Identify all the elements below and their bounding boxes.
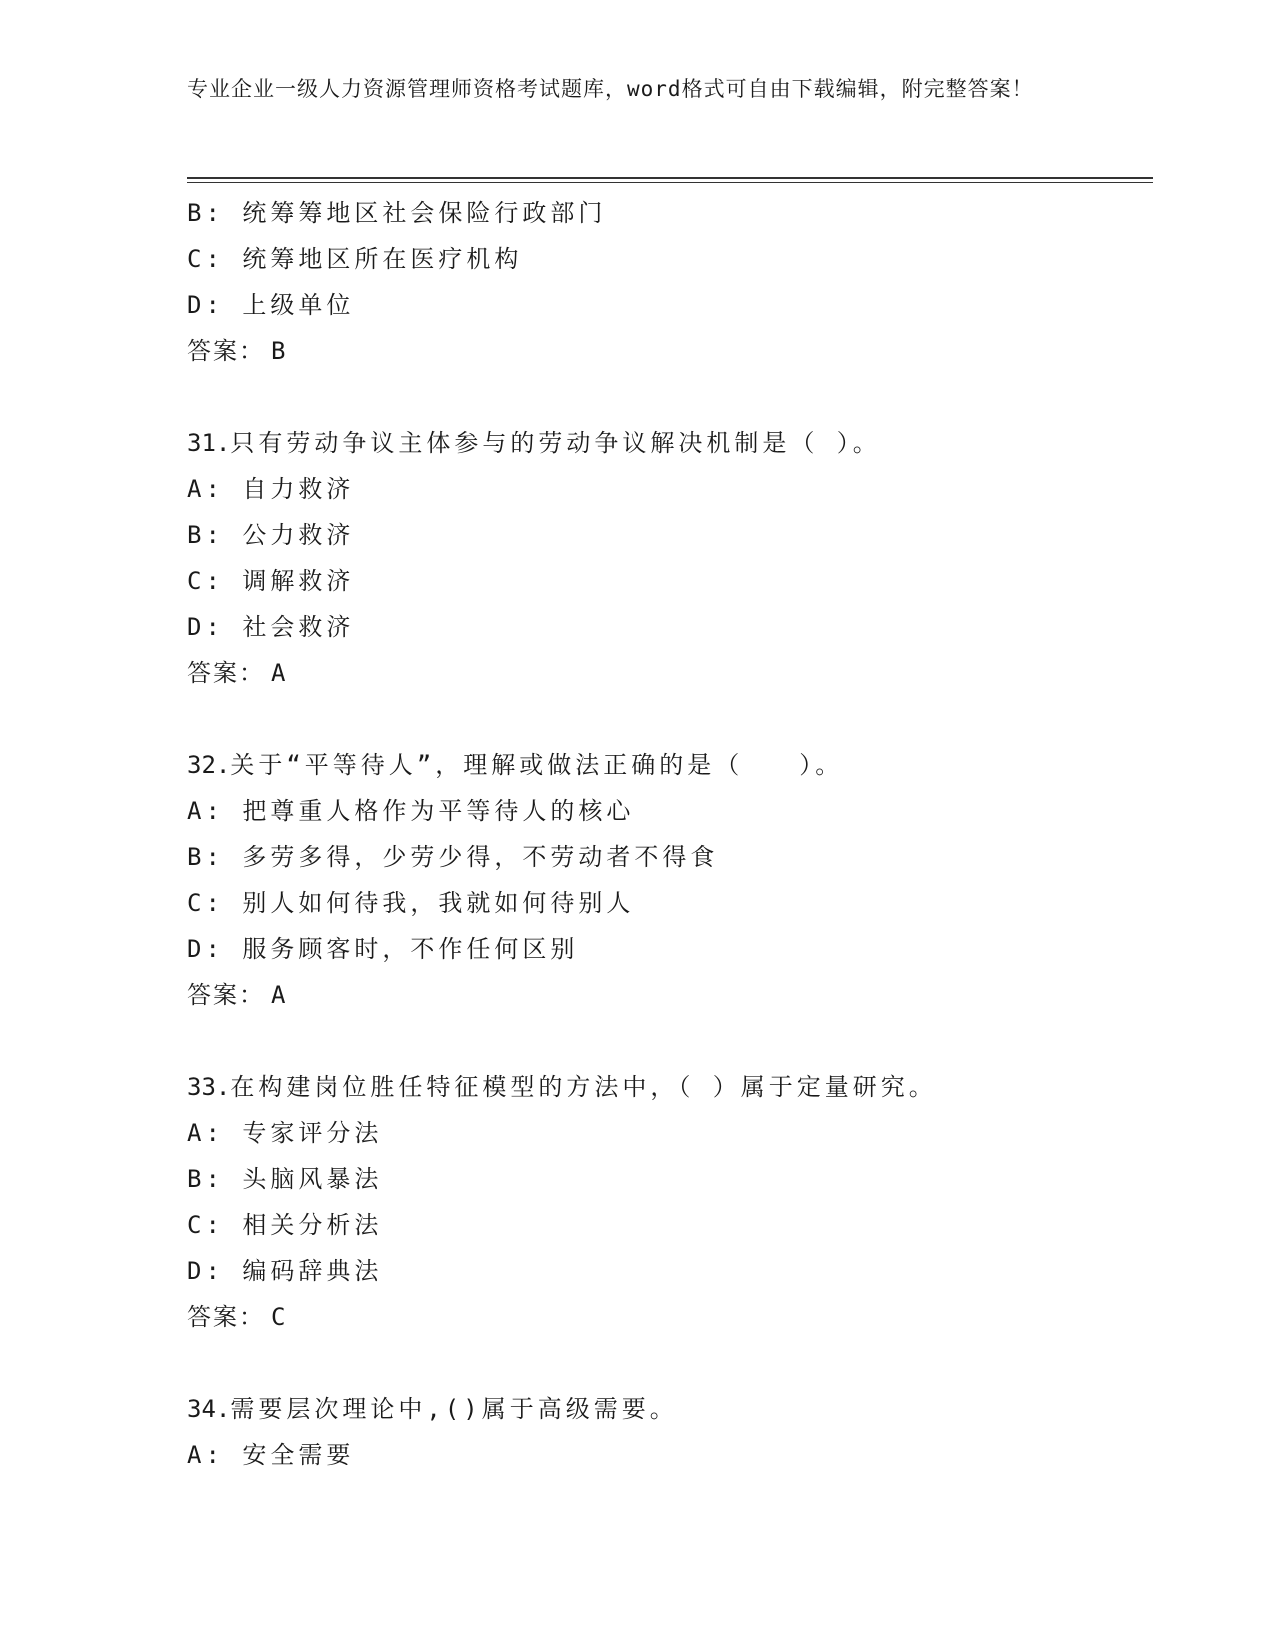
answer-line [187, 1294, 1153, 1340]
question-partial [187, 190, 1153, 374]
option-d [187, 926, 1153, 972]
answer-line [187, 650, 1153, 696]
option-text: 相关分析法 [242, 1211, 383, 1239]
option-letter: D: [187, 291, 224, 319]
spacer [187, 1340, 1153, 1386]
answer-value: A [271, 659, 287, 687]
option-text: 上级单位 [242, 291, 355, 319]
option-text: 别人如何待我，我就如何待别人 [242, 889, 635, 917]
option-letter: C: [187, 245, 224, 273]
option-text: 把尊重人格作为平等待人的核心 [242, 797, 635, 825]
option-text: 统筹筹地区社会保险行政部门 [242, 199, 607, 227]
option-d [187, 282, 1153, 328]
question-31 [187, 420, 1153, 696]
option-a [187, 1110, 1153, 1156]
option-b [187, 1156, 1153, 1202]
option-text: 编码辞典法 [242, 1257, 383, 1285]
answer-value: C [271, 1303, 287, 1331]
answer-label: 答案： [187, 1303, 265, 1331]
option-a [187, 788, 1153, 834]
option-letter: C: [187, 889, 224, 917]
question-text: 只有劳动争议主体参与的劳动争议解决机制是（ ）。 [230, 429, 881, 457]
option-letter: D: [187, 935, 224, 963]
option-letter: A: [187, 1441, 224, 1469]
option-text: 社会救济 [242, 613, 355, 641]
spacer [187, 1018, 1153, 1064]
question-stem [187, 1386, 1153, 1432]
option-letter: A: [187, 797, 224, 825]
option-b [187, 190, 1153, 236]
option-text: 安全需要 [242, 1441, 355, 1469]
document-header: 专业企业一级人力资源管理师资格考试题库，word格式可自由下载编辑，附完整答案！ [187, 77, 1034, 101]
option-c [187, 1202, 1153, 1248]
option-letter: B: [187, 521, 224, 549]
question-number: 32. [187, 751, 231, 779]
question-34 [187, 1386, 1153, 1478]
option-a [187, 466, 1153, 512]
option-letter: C: [187, 567, 224, 595]
option-letter: A: [187, 1119, 224, 1147]
question-text: 在构建岗位胜任特征模型的方法中，（ ）属于定量研究。 [230, 1073, 937, 1101]
spacer [187, 374, 1153, 420]
option-text: 服务顾客时，不作任何区别 [242, 935, 579, 963]
question-text: 关于“平等待人”，理解或做法正确的是（ ）。 [230, 751, 844, 779]
answer-line [187, 328, 1153, 374]
option-letter: C: [187, 1211, 224, 1239]
option-text: 统筹地区所在医疗机构 [242, 245, 523, 273]
option-c [187, 558, 1153, 604]
option-d [187, 1248, 1153, 1294]
answer-value: B [271, 337, 287, 365]
option-b [187, 512, 1153, 558]
option-letter: D: [187, 1257, 224, 1285]
question-text: 需要层次理论中,()属于高级需要。 [230, 1395, 678, 1423]
option-text: 调解救济 [242, 567, 355, 595]
question-32 [187, 742, 1153, 1018]
question-33 [187, 1064, 1153, 1340]
option-c [187, 236, 1153, 282]
option-text: 多劳多得，少劳少得，不劳动者不得食 [242, 843, 719, 871]
question-stem [187, 1064, 1153, 1110]
spacer [187, 696, 1153, 742]
question-list [187, 190, 1153, 1478]
question-stem [187, 420, 1153, 466]
option-text: 自力救济 [242, 475, 355, 503]
option-letter: A: [187, 475, 224, 503]
option-a [187, 1432, 1153, 1478]
question-number: 34. [187, 1395, 231, 1423]
option-text: 专家评分法 [242, 1119, 383, 1147]
option-text: 公力救济 [242, 521, 355, 549]
question-number: 33. [187, 1073, 231, 1101]
header-divider-thick [187, 177, 1153, 179]
option-letter: B: [187, 1165, 224, 1193]
option-text: 头脑风暴法 [242, 1165, 383, 1193]
answer-value: A [271, 981, 287, 1009]
question-number: 31. [187, 429, 231, 457]
answer-label: 答案： [187, 981, 265, 1009]
option-d [187, 604, 1153, 650]
answer-label: 答案： [187, 659, 265, 687]
answer-line [187, 972, 1153, 1018]
option-letter: D: [187, 613, 224, 641]
option-c [187, 880, 1153, 926]
answer-label: 答案： [187, 337, 265, 365]
option-letter: B: [187, 843, 224, 871]
option-b [187, 834, 1153, 880]
question-stem [187, 742, 1153, 788]
option-letter: B: [187, 199, 224, 227]
header-divider-thin [187, 182, 1153, 183]
